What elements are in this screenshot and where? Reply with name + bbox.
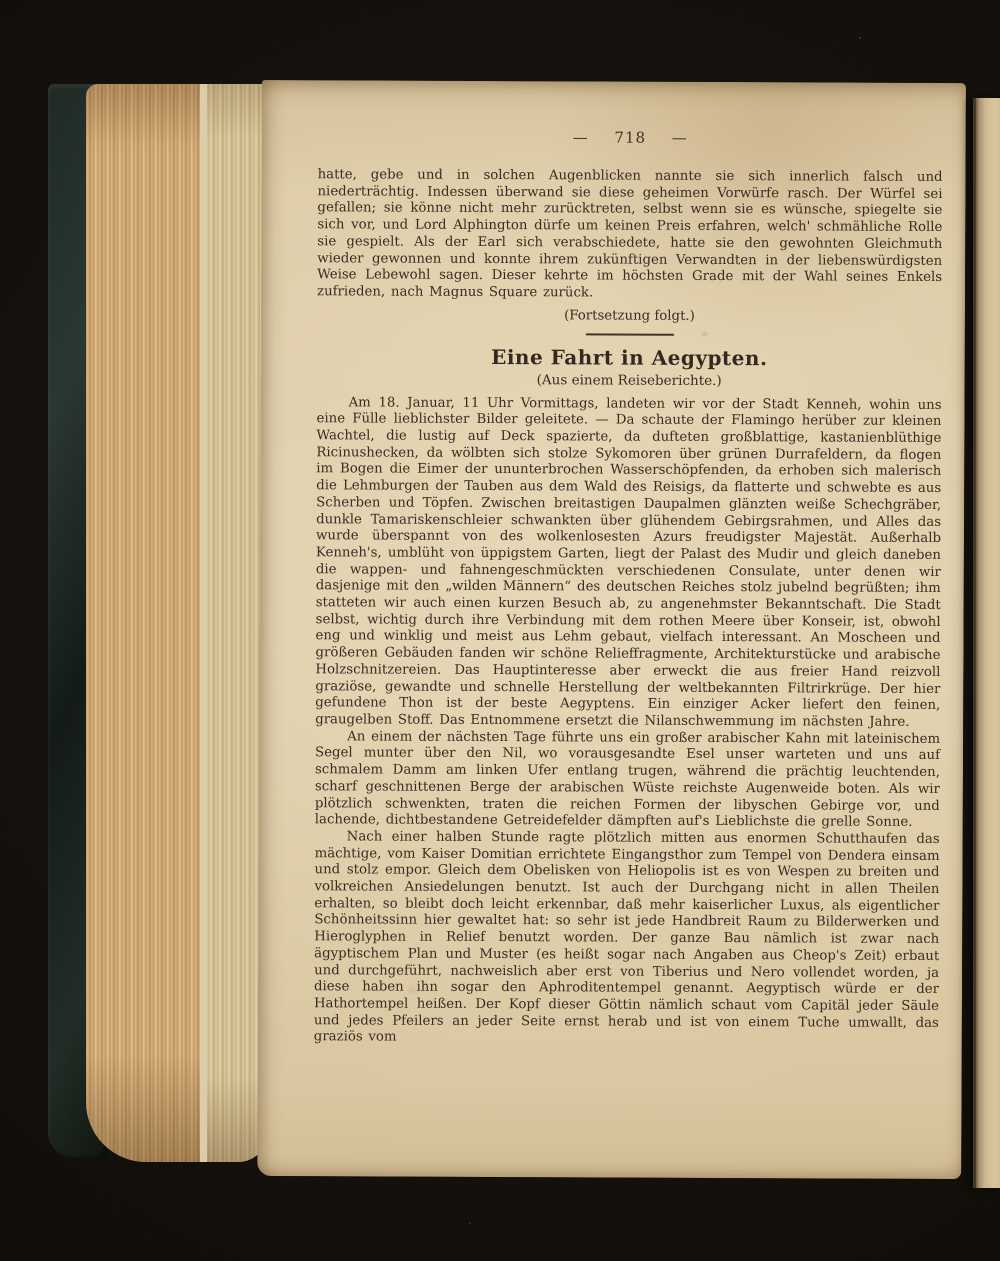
fore-edge-band-outer (86, 84, 200, 1162)
article-paragraph-1: Am 18. Januar, 11 Uhr Vormittags, landeten wir vor der Stadt Kenneh, wohin uns eine Fülle lieblichster Bilder geleitete. — Da schaute der Flamingo herüber zur kleinen Wachtel, die lustig auf Deck spazierte, da dufteten großblattige, kastanienblüthige Ricinushecken, da wölbten sich stolze Sykomoren über grünen Durrafeldern, da flogen im Bogen die Eimer der ununterbrochen Wasserschöpfenden, da erhoben sich malerisch die Lehmburgen der Tauben aus dem Wald des Reisigs, da flatterte und schwebte es aus Scherben und Töpfen. Zwischen breitastigen Daupalmen glänzten weiße Schechgräber, dunkle Tamariskenschleier schwankten über glühendem Gebirgsrahmen, und Alles das wurde überspannt von des wolkenlosesten Azurs freudigster Majestät. Außerhalb Kenneh's, umblüht von üppigstem Garten, liegt der Palast des Mudir und gleich daneben die wappen- und fahnengeschmückten verschiedenen Consulate, unter denen wir dasjenige mit den „wilden Männern“ des deutschen Reiches stolz jubelnd begrüßten; ihm statteten wir auch einen kurzen Besuch ab, zu angenehmster Bekanntschaft. Die Stadt selbst, wichtig durch ihre Verbindung mit dem rothen Meere über Konseir, ist, obwohl eng und winklig und meist aus Lehm gebaut, vielfach interessant. An Moscheen und größeren Gebäuden fanden wir schöne Relieffragmente, Architekturstücke und arabische Holzschnitzereien. Das Hauptinteresse aber erweckt die aus freier Hand reizvoll graziöse, gewandte und schnelle Herstellung der weltbekannten Filtrirkrüge. Der hier gefundene Thon ist der beste Aegyptens. Ein einziger Acker liefert den feinen, graugelben Stoff. Das Entnommene ersetzt die Nilanschwemmung im nächsten Jahre. (315, 395, 942, 730)
book-page (257, 80, 966, 1179)
article-paragraph-2: An einem der nächsten Tage führte uns ein großer arabischer Kahn mit lateinischem Segel munter über den Nil, wo vorausgesandte Esel unser warteten und uns auf schmalem Damm am linken Ufer entlang trugen, während die prächtig leuchtenden, scharf geschnittenen Berge der arabischen Wüste reichste Augenweide boten. Als wir plötzlich schwenkten, traten die reichen Formen der libyschen Gebirge vor, und lachende, dichtbestandene Getreidefelder dämpften auf's Lieblichste die grelle Sonne. (314, 729, 941, 831)
page-stack-fore-edge (86, 84, 268, 1162)
article-paragraph-3: Nach einer halben Stunde ragte plötzlich mitten aus enormen Schutthaufen das mächtige, vom Kaiser Domitian errichtete Eingangsthor zum Tempel von Dendera einsam und stolz empor. Gleich dem Obelisken von Heliopolis ist es von Wespen zu breiten und volkreichen Ansiedelungen benutzt. Ist auch der Durchgang nicht in allen Theilen erhalten, so bleibt doch leicht erkennbar, daß mehr kaiserlicher Luxus, als eigentlicher Schönheitssinn hier gewaltet hat: so sehr ist jede Handbreit Raum zu Bilderwerken und Hieroglyphen in Relief benutzt worden. Der ganze Bau nämlich ist zwar nach ägyptischem Plan und Muster (es heißt sogar nach Angaben aus Cheop's Zeit) erbaut und durchgeführt, nachweislich aber erst von Tiberius und Nero vollendet worden, ja diese haben ihn sogar den Aphroditentempel genannt. Aegyptisch würde er der Hathortempel heißen. Der Kopf dieser Göttin nämlich schaut vom Capitäl jeder Säule und jedes Pfeilers an jeder Seite ernst herab und ist von einem Tuche umwallt, das graziös vom (313, 829, 940, 1045)
section-divider-rule (585, 333, 673, 335)
continuation-note: (Fortsetzung folgt.) (564, 307, 695, 324)
page-number: — 718 — (572, 128, 688, 147)
next-page-edge (973, 98, 1000, 1188)
page-content (314, 127, 943, 1049)
article-subtitle: (Aus einem Reiseberichte.) (536, 371, 722, 389)
article-title: Eine Fahrt in Aegypten. (491, 344, 768, 370)
serial-continuation-paragraph: hatte, gebe und in solchen Augenblicken nannte sie sich innerlich falsch und niederträchtig. Indessen überwand sie diese geheimen Vorwürfe rasch. Der Würfel sei gefallen; sie könne nicht mehr zurücktreten, selbst wenn sie es wünsche, spiegelte sie sich vor, und Lord Alphington dürfe um keinen Preis erfahren, welch' schmähliche Rolle sie gespielt. Als der Earl sich verabschiedete, hatte sie den gewohnten Gleichmuth wieder gewonnen und konnte ihrem zukünftigen Verwandten in der liebenswürdigsten Weise Lebewohl sagen. Dieser kehrte im höchsten Grade mit der Wahl seines Enkels zufrieden, nach Magnus Square zurück. (317, 167, 943, 301)
